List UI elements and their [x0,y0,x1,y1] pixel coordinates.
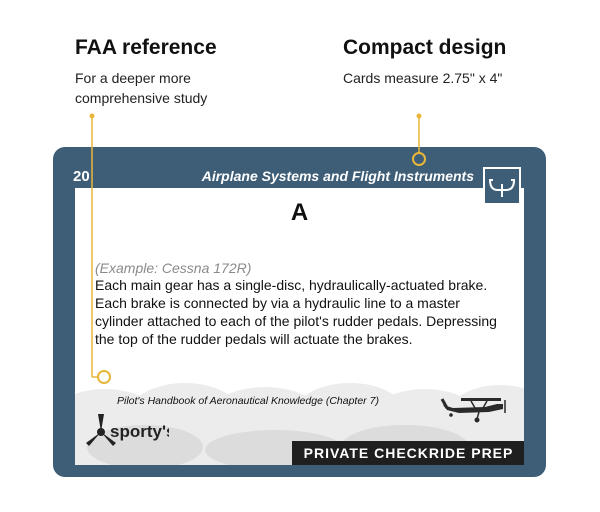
svg-text:sporty's: sporty's [110,422,169,441]
answer-body: Each main gear has a single-disc, hydraulically-actuated brake. Each brake is connected by via a hydraulic line to a master cylinder attached to each of the pilot's rudder pedals. Depressing the top of the rudder pedals will actuate the brakes. [95,277,497,347]
faa-reference-subtitle: For a deeper more comprehensive study [75,70,208,106]
product-banner: PRIVATE CHECKRIDE PREP [292,441,524,465]
flash-card [53,147,546,477]
card-face [75,188,524,465]
compact-design-title: Compact design [343,36,507,59]
card-topic: Airplane Systems and Flight Instruments [201,168,474,184]
card-number: 20 [73,168,90,185]
answer-letter: A [290,199,309,226]
example-note: (Example: Cessna 172R) [95,260,252,276]
sportys-logo [83,410,169,448]
faa-reference-citation: Pilot's Handbook of Aeronautical Knowledge (Chapter 7) [117,395,379,407]
faa-reference-title: FAA reference [75,36,217,59]
compact-design-subtitle: Cards measure 2.75" x 4" [343,70,503,86]
category-glyph-icon [483,167,521,205]
airplane-icon [439,391,511,423]
